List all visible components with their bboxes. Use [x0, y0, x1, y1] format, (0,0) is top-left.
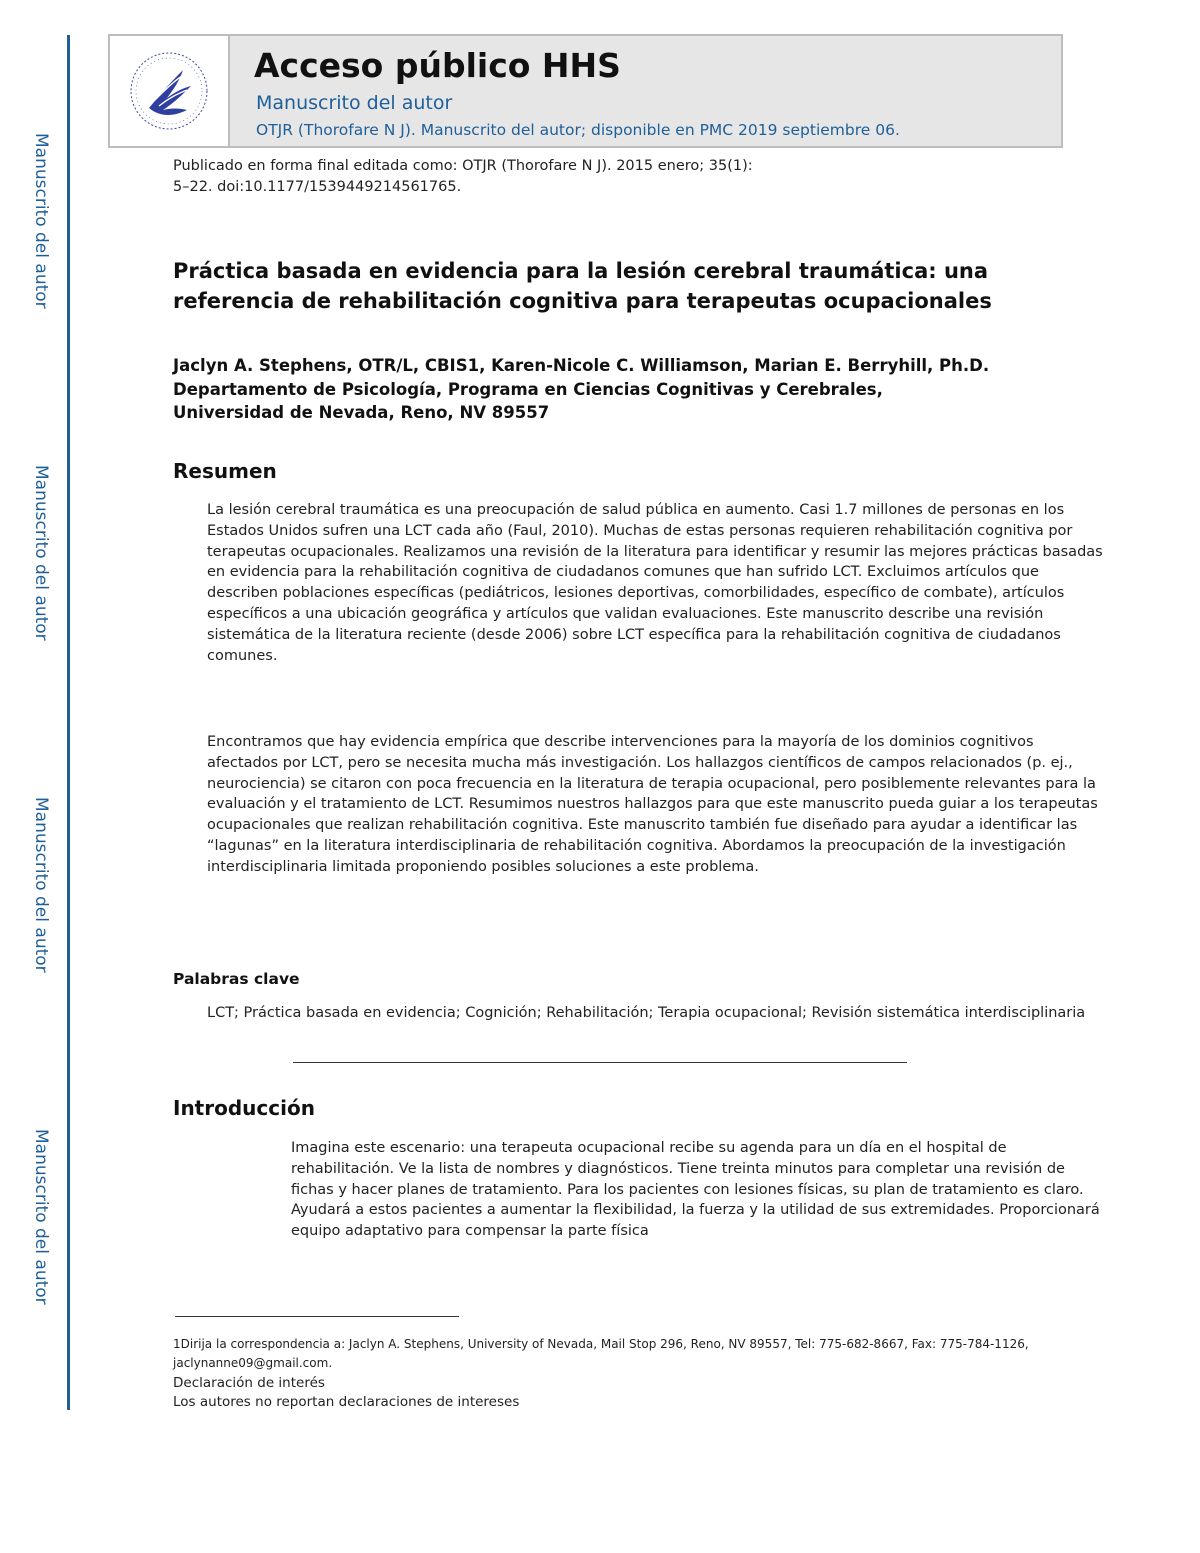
interest-declaration: [173, 1374, 1073, 1412]
affiliation-line: Universidad de Nevada, Reno, NV 89557: [173, 403, 550, 422]
article-title: [173, 256, 1113, 316]
footnote-correspondence: 1Dirija la correspondencia a: Jaclyn A. Stephens, University of Nevada, Mail Stop 296, Reno, NV 89557, Tel: 775-682-8667, Fax: 775-784-1126, jaclynanne09@gmail.com.: [173, 1337, 1029, 1370]
margin-label: Manuscrito del autor: [31, 1129, 51, 1305]
declaration-heading: Declaración de interés: [173, 1375, 325, 1391]
title-line: referencia de rehabilitación cognitiva para terapeutas ocupacionales: [173, 289, 992, 313]
keywords-text: LCT; Práctica basada en evidencia; Cognición; Rehabilitación; Terapia ocupacional; Revisión sistemática interdisciplinaria: [207, 1005, 1086, 1021]
abstract-paragraph: Encontramos que hay evidencia empírica que describe intervenciones para la mayoría de los dominios cognitivos afectados por LCT, pero se necesita mucha más investigación. Los hallazgos científicos de campos relacionados (p. ej., neurociencia) se citaron con poca frecuencia en la literatura de terapia ocupacional, pero posiblemente relevantes para la evaluación y el tratamiento de LCT. Resumimos nuestros hallazgos para que este manuscrito pueda guiar a los terapeutas ocupacionales que realizan rehabilitación cognitiva. Este manuscrito también fue diseñado para ayudar a identificar las “lagunas” en la literatura interdisciplinaria de rehabilitación cognitiva. Abordamos la preocupación de la investigación interdisciplinaria limitada proponiendo posibles soluciones a este problema.: [207, 734, 1098, 875]
authors-line: Jaclyn A. Stephens, OTR/L, CBIS1, Karen-Nicole C. Williamson, Marian E. Berryhill, Ph.D.: [173, 356, 990, 375]
title-line: Práctica basada en evidencia para la lesión cerebral traumática: una: [173, 259, 989, 283]
banner-title: Acceso público HHS: [254, 46, 621, 85]
abstract-paragraph: La lesión cerebral traumática es una preocupación de salud pública en aumento. Casi 1.7 millones de personas en los Estados Unidos sufren una LCT cada año (Faul, 2010). Muchas de estas personas requieren rehabilitación cognitiva por terapeutas ocupacionales. Realizamos una revisión de la literatura para identificar y resumir las mejores prácticas basadas en evidencia para la rehabilitación cognitiva de ciudadanos comunes que han sufrido LCT. Excluimos artículos que describen poblaciones específicas (pediátricos, lesiones deportivas, comorbilidades, específico de combate), artículos específicos a una ubicación geográfica y artículos que validan evaluaciones. Este manuscrito describe una revisión sistemática de la literatura reciente (desde 2006) sobre LCT específica para la rehabilitación cognitiva de ciudadanos comunes.: [207, 502, 1103, 664]
introduction-heading: Introducción: [173, 1096, 315, 1120]
margin-label: Manuscrito del autor: [31, 133, 51, 309]
footnote-divider: [175, 1316, 459, 1317]
hhs-header-banner: [108, 34, 1063, 148]
hhs-eagle-seal-icon: [125, 48, 213, 134]
banner-source-line: OTJR (Thorofare N J). Manuscrito del autor; disponible en PMC 2019 septiembre 06.: [256, 121, 900, 139]
abstract-heading: Resumen: [173, 459, 277, 483]
introduction-paragraph: Imagina este escenario: una terapeuta ocupacional recibe su agenda para un día en el hospital de rehabilitación. Ve la lista de nombres y diagnósticos. Tiene treinta minutos para completar una revisión de fichas y hacer planes de tratamiento. Para los pacientes con lesiones físicas, su plan de tratamiento es claro. Ayudará a estos pacientes a aumentar la flexibilidad, la fuerza y la utilidad de sus extremidades. Proporcionará equipo adaptativo para compensar la parte física: [291, 1140, 1100, 1240]
declaration-text: Los autores no reportan declaraciones de intereses: [173, 1394, 520, 1410]
margin-rule: [67, 35, 70, 1410]
keywords-heading: Palabras clave: [173, 970, 300, 988]
banner-subtitle: Manuscrito del autor: [256, 92, 453, 114]
publication-line: 5–22. doi:10.1177/1539449214561765.: [173, 179, 462, 195]
publication-line: Publicado en forma final editada como: OTJR (Thorofare N J). 2015 enero; 35(1):: [173, 158, 753, 174]
margin-label: Manuscrito del autor: [31, 797, 51, 973]
publication-info: [173, 156, 873, 198]
margin-label: Manuscrito del autor: [31, 465, 51, 641]
logo-container: [110, 36, 230, 146]
affiliation-line: Departamento de Psicología, Programa en Ciencias Cognitivas y Cerebrales,: [173, 379, 883, 399]
section-divider: [293, 1062, 907, 1063]
author-block: [173, 354, 1113, 425]
